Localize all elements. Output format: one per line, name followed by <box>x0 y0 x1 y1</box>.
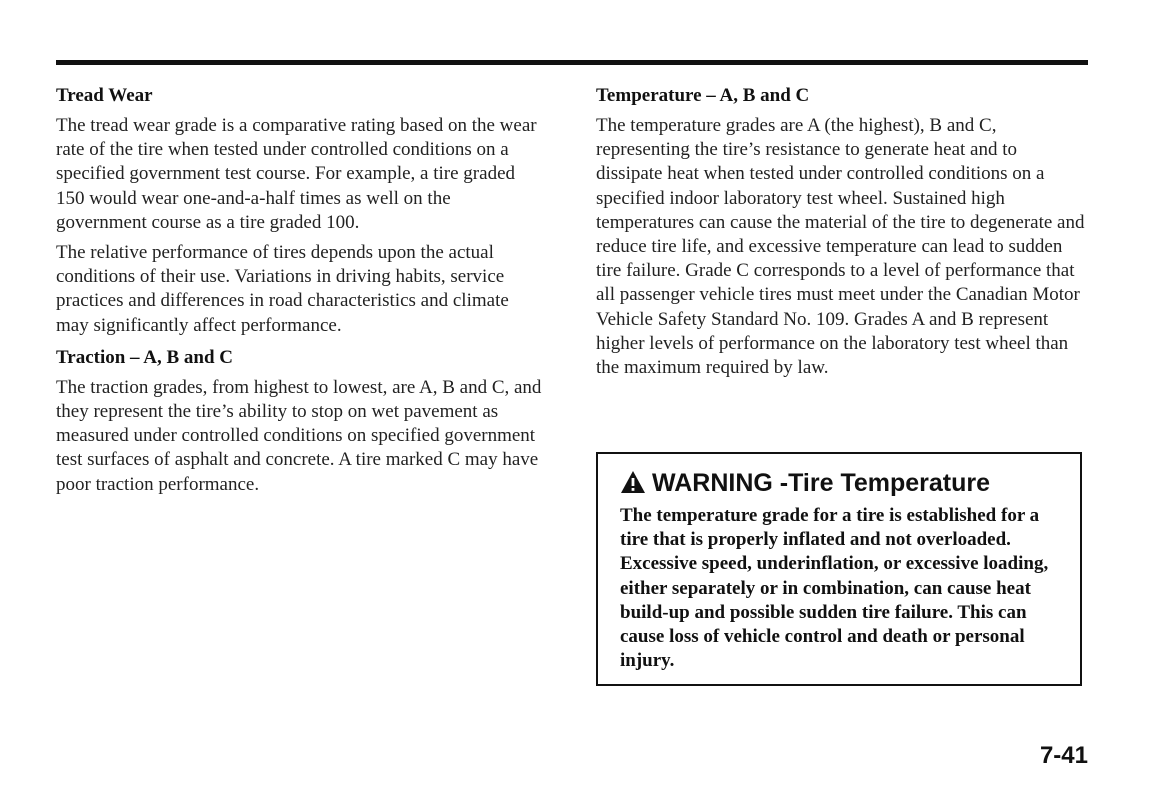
top-rule <box>56 60 1088 65</box>
warning-box <box>596 452 1082 686</box>
warning-title-row <box>620 468 1060 498</box>
temperature-heading: Temperature – A, B and C <box>596 85 810 106</box>
warning-triangle-icon <box>620 470 646 494</box>
tread-wear-paragraph-1: The tread wear grade is a comparative rating based on the wear rate of the tire when tested under controlled conditions on a specified government test course. For example, a tire graded 150 would wear one-and-a-half times as well on the government course as a tire graded 100. <box>56 115 537 233</box>
temperature-paragraph: The temperature grades are A (the highest), B and C, representing the tire’s resistance to generate heat and to dissipate heat when tested under controlled conditions on a specified indoor laboratory test wheel. Sustained high temperatures can cause the material of the tire to degenerate and reduce tire life, and excessive temperature can lead to sudden tire failure. Grade C corresponds to a level of performance that all passenger vehicle tires must meet under the Canadian Motor Vehicle Safety Standard No. 109. Grades A and B represent higher levels of performance on the laboratory test wheel than the maximum required by law. <box>596 115 1085 379</box>
warning-title: WARNING -Tire Temperature <box>652 469 991 497</box>
tread-wear-paragraph-2: The relative performance of tires depends upon the actual conditions of their use. Variations in driving habits, service practices and differences in road characteristics and climate may significantly affect performance. <box>56 242 509 336</box>
traction-paragraph: The traction grades, from highest to lowest, are A, B and C, and they represent the tire’s ability to stop on wet pavement as measured under controlled conditions on specified government test surfaces of asphalt and concrete. A tire marked C may have poor traction performance. <box>56 376 542 495</box>
left-column <box>56 84 546 503</box>
warning-body: The temperature grade for a tire is established for a tire that is properly inflated and not overloaded. Excessive speed, underinflation, or excessive loading, either separately or in combination, can cause heat build-up and possible sudden tire failure. This can cause loss of vehicle control and death or personal injury. <box>620 505 1049 672</box>
right-column <box>596 84 1088 386</box>
page-number: 7-41 <box>1039 742 1088 769</box>
tread-wear-heading: Tread Wear <box>56 85 153 106</box>
traction-heading: Traction – A, B and C <box>56 346 234 368</box>
